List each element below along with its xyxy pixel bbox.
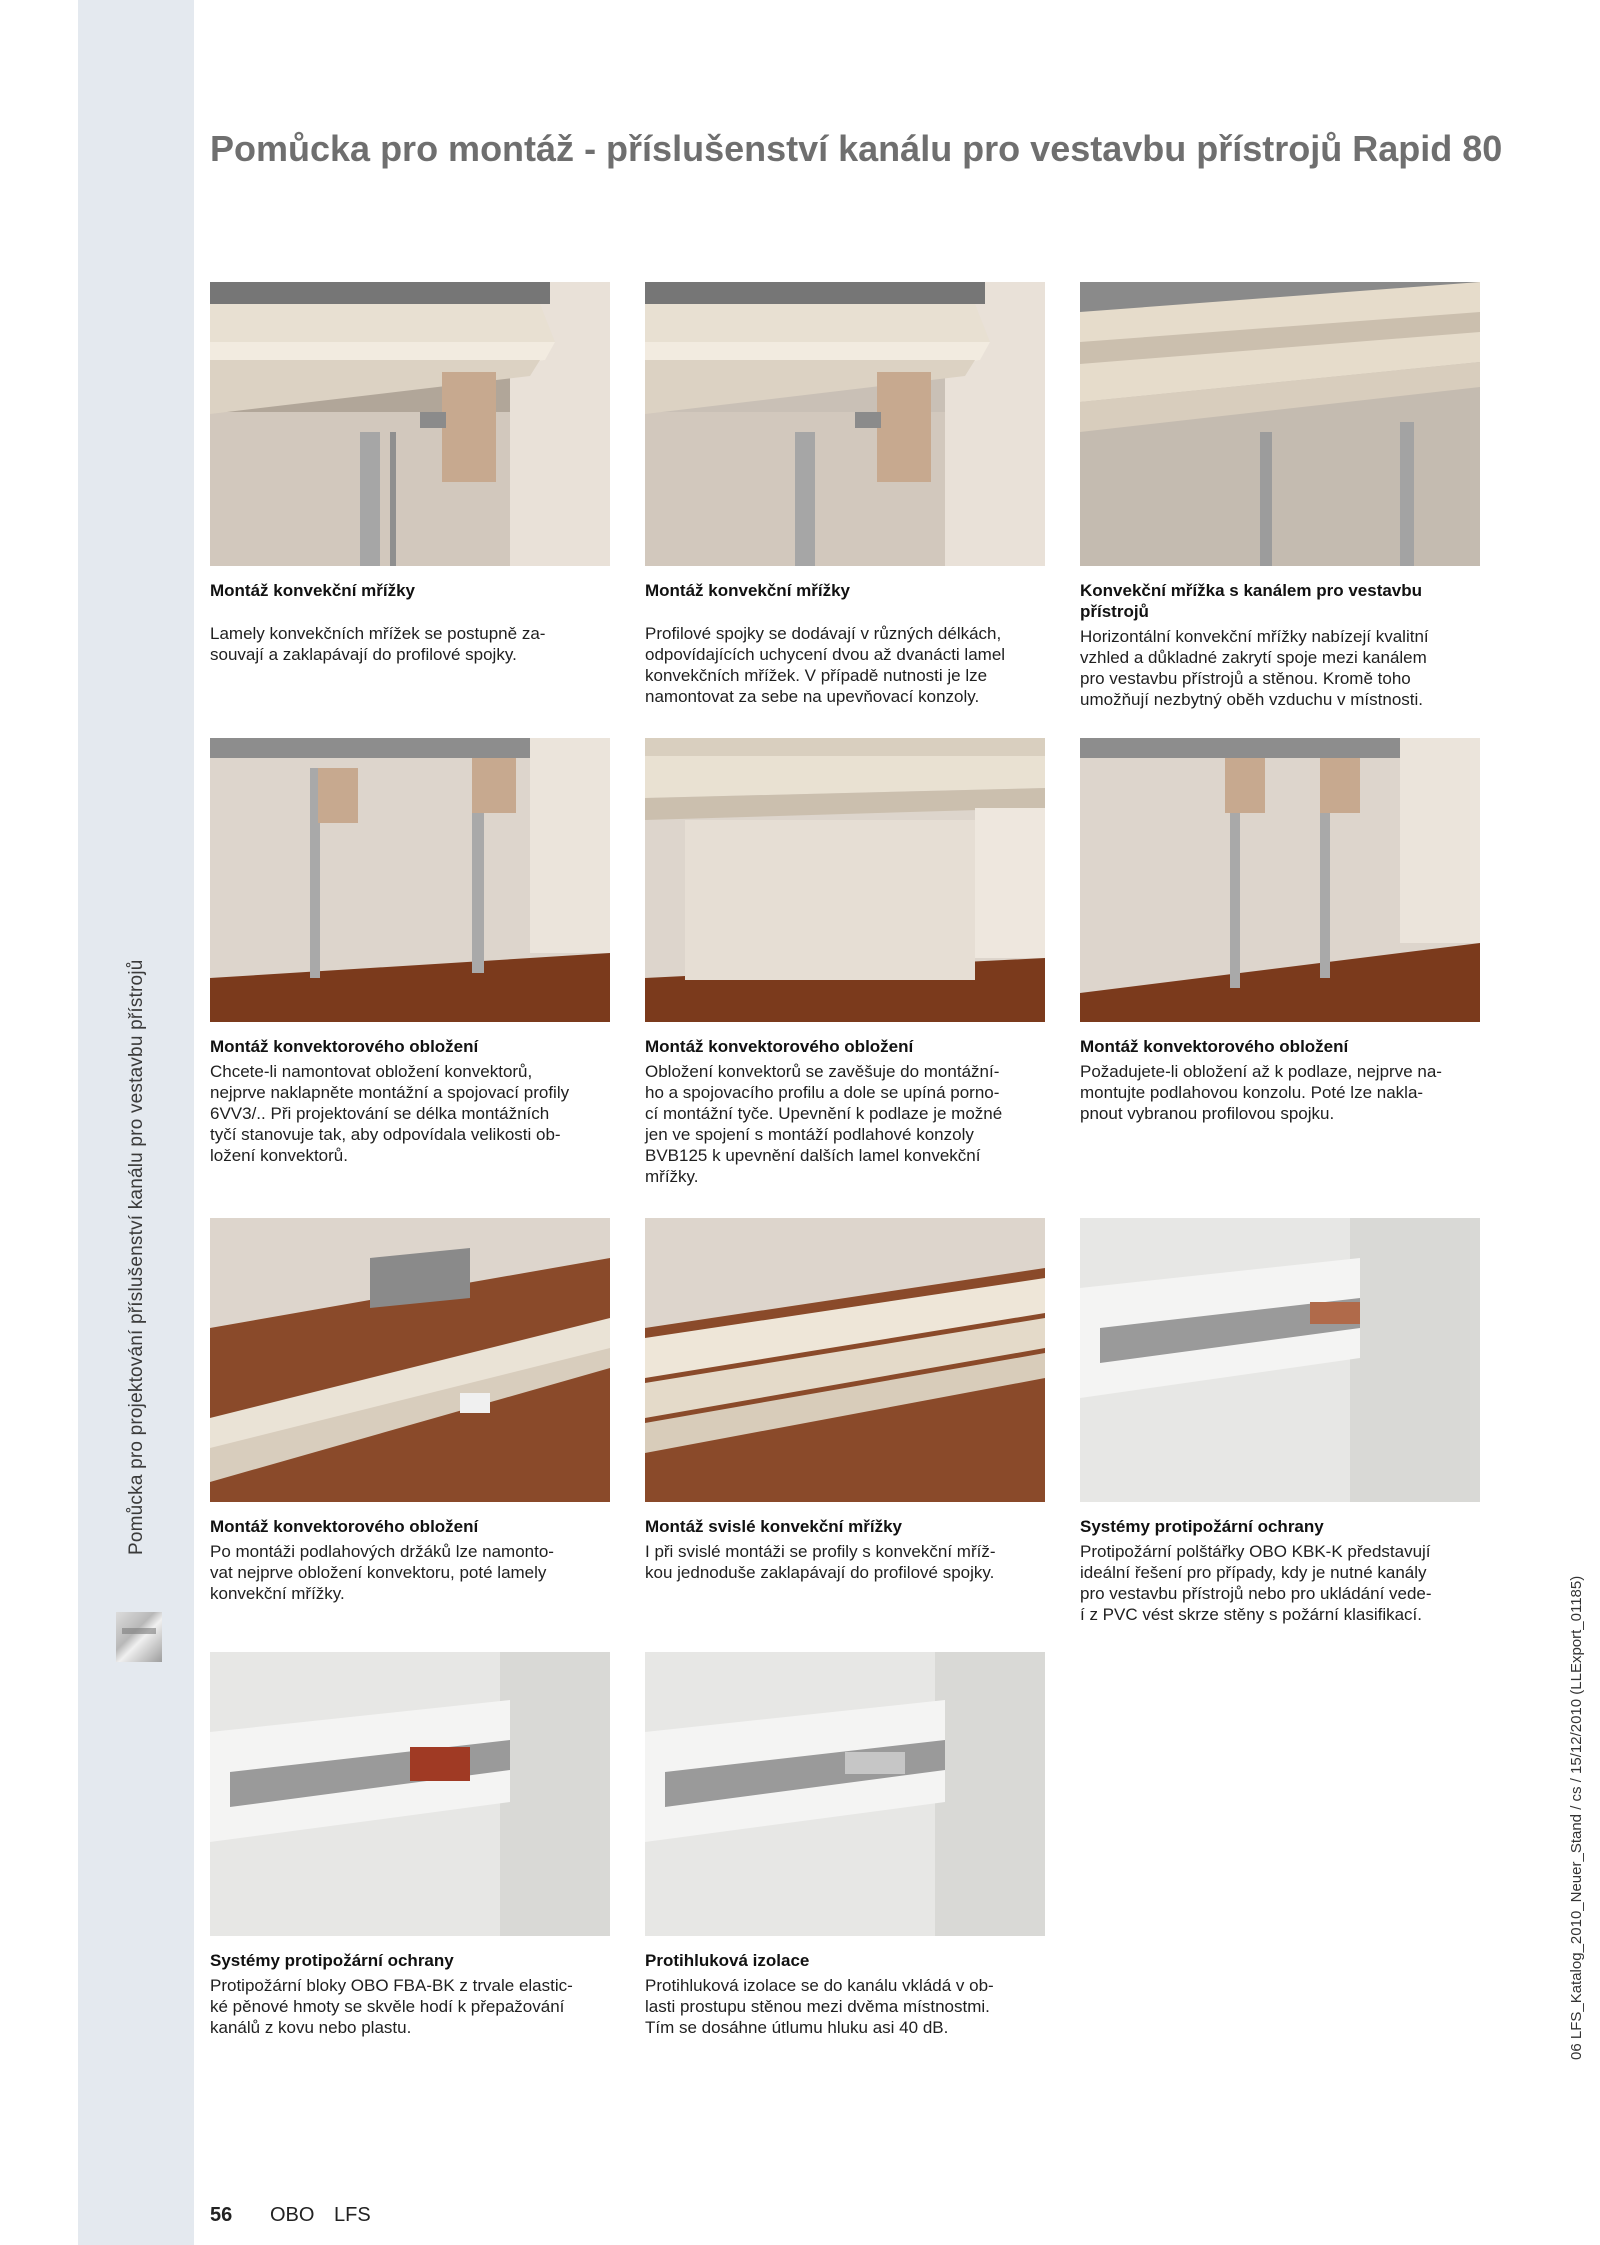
card-body: Horizontální konvekční mřížky nabízejí kvalitní vzhled a důkladné zakrytí spoje mezi kanálem pro vestavbu přístrojů a stěnou. Kromě toho umožňují nezbytný oběh vzduchu v místnosti. [1080, 627, 1429, 709]
card-title: Montáž konvekční mřížky [645, 581, 851, 600]
photo-cladding-hung [645, 738, 1045, 1022]
photo-fire-blocks [210, 1652, 610, 1936]
card-body: Lamely konvekčních mřížek se postupně za- souvají a zaklapávají do profilové spojky. [210, 624, 546, 664]
card-title: Montáž konvektorového obložení [210, 1037, 479, 1056]
card-10 [210, 1652, 610, 2038]
card-3 [1080, 282, 1480, 710]
photo-vertical-grille [645, 1218, 1045, 1502]
card-4 [210, 738, 610, 1166]
card-body: Protipožární bloky OBO FBA-BK z trvale elastic- ké pěnové hmoty se skvěle hodí k přepažování kanálů z kovu nebo plastu. [210, 1976, 573, 2037]
card-body: I při svislé montáži se profily s konvekční mříž- kou jednoduše zaklapávají do profilové spojky. [645, 1542, 996, 1582]
side-section-label: Pomůcka pro projektování příslušenství kanálu pro vestavbu přístrojů [126, 959, 147, 1555]
card-1 [210, 282, 610, 665]
card-2 [645, 282, 1045, 707]
export-note: 06 LFS_Katalog_2010_Neuer_Stand / cs / 15/12/2010 (LLExport_01185) [1568, 1575, 1585, 2060]
card-7 [210, 1218, 610, 1604]
photo-profile-coupler [645, 282, 1045, 566]
photo-grille-slats [210, 282, 610, 566]
card-5 [645, 738, 1045, 1187]
page-title: Pomůcka pro montáž - příslušenství kanálu pro vestavbu přístrojů Rapid 80 [210, 128, 1503, 169]
footer-brand: OBO LFS [270, 2204, 371, 2226]
card-title: Konvekční mřížka s kanálem pro vestavbu přístrojů [1080, 581, 1423, 621]
card-title: Systémy protipožární ochrany [1080, 1517, 1324, 1536]
card-body: Protipožární polštářky OBO KBK-K představují ideální řešení pro případy, kdy je nutné kanály pro vestavbu přístrojů nebo pro ukládání vede- í z PVC vést skrze stěny s požární klasifikací. [1080, 1542, 1432, 1624]
section-thumbnail [116, 1612, 162, 1662]
photo-fire-cushions [1080, 1218, 1480, 1502]
card-title: Montáž konvekční mřížky [210, 581, 416, 600]
card-6 [1080, 738, 1480, 1124]
card-title: Systémy protipožární ochrany [210, 1951, 454, 1970]
card-title: Montáž svislé konvekční mřížky [645, 1517, 902, 1536]
photo-floor-holders [210, 1218, 610, 1502]
card-9 [1080, 1218, 1480, 1625]
photo-grille-with-channel [1080, 282, 1480, 566]
card-title: Montáž konvektorového obložení [1080, 1037, 1349, 1056]
card-body: Chcete-li namontovat obložení konvektorů, nejprve naklapněte montážní a spojovací profily 6VV3/.. Při projektování se délka montážních tyčí stanovuje tak, aby odpovídala velikosti ob- ložení konvektorů. [210, 1062, 570, 1165]
card-body: Profilové spojky se dodávají v různých délkách, odpovídajících uchycení dvou až dvanácti lamel konvekčních mřížek. V případě nutnosti je lze namontovat za sebe na upevňovací konzoly. [645, 624, 1006, 706]
page-number: 56 [210, 2204, 233, 2226]
card-title: Montáž konvektorového obložení [210, 1517, 479, 1536]
card-title: Montáž konvektorového obložení [645, 1037, 914, 1056]
card-8 [645, 1218, 1045, 1583]
card-body: Protihluková izolace se do kanálu vkládá v ob- lasti prostupu stěnou mezi dvěma místnostmi. Tím se dosáhne útlumu hluku asi 40 dB. [645, 1976, 994, 2037]
card-title: Protihluková izolace [645, 1951, 810, 1970]
card-11 [645, 1652, 1045, 2038]
card-body: Obložení konvektorů se zavěšuje do montážní- ho a spojovacího profilu a dole se upíná porno- cí montážní tyče. Upevnění k podlaze je možné jen ve spojení s montáží podlahové konzoly BVB125 k upevnění dalších lamel konvekční mřížky. [645, 1062, 1003, 1186]
card-body: Po montáži podlahových držáků lze namonto- vat nejprve obložení konvektoru, poté lamely konvekční mřížky. [210, 1542, 554, 1603]
card-body: Požadujete-li obložení až k podlaze, nejprve na- montujte podlahovou konzolu. Poté lze nakla- pnout vybranou profilovou spojku. [1080, 1062, 1442, 1123]
photo-cladding-profiles [210, 738, 610, 1022]
photo-sound-insulation [645, 1652, 1045, 1936]
photo-floor-bracket [1080, 738, 1480, 1022]
